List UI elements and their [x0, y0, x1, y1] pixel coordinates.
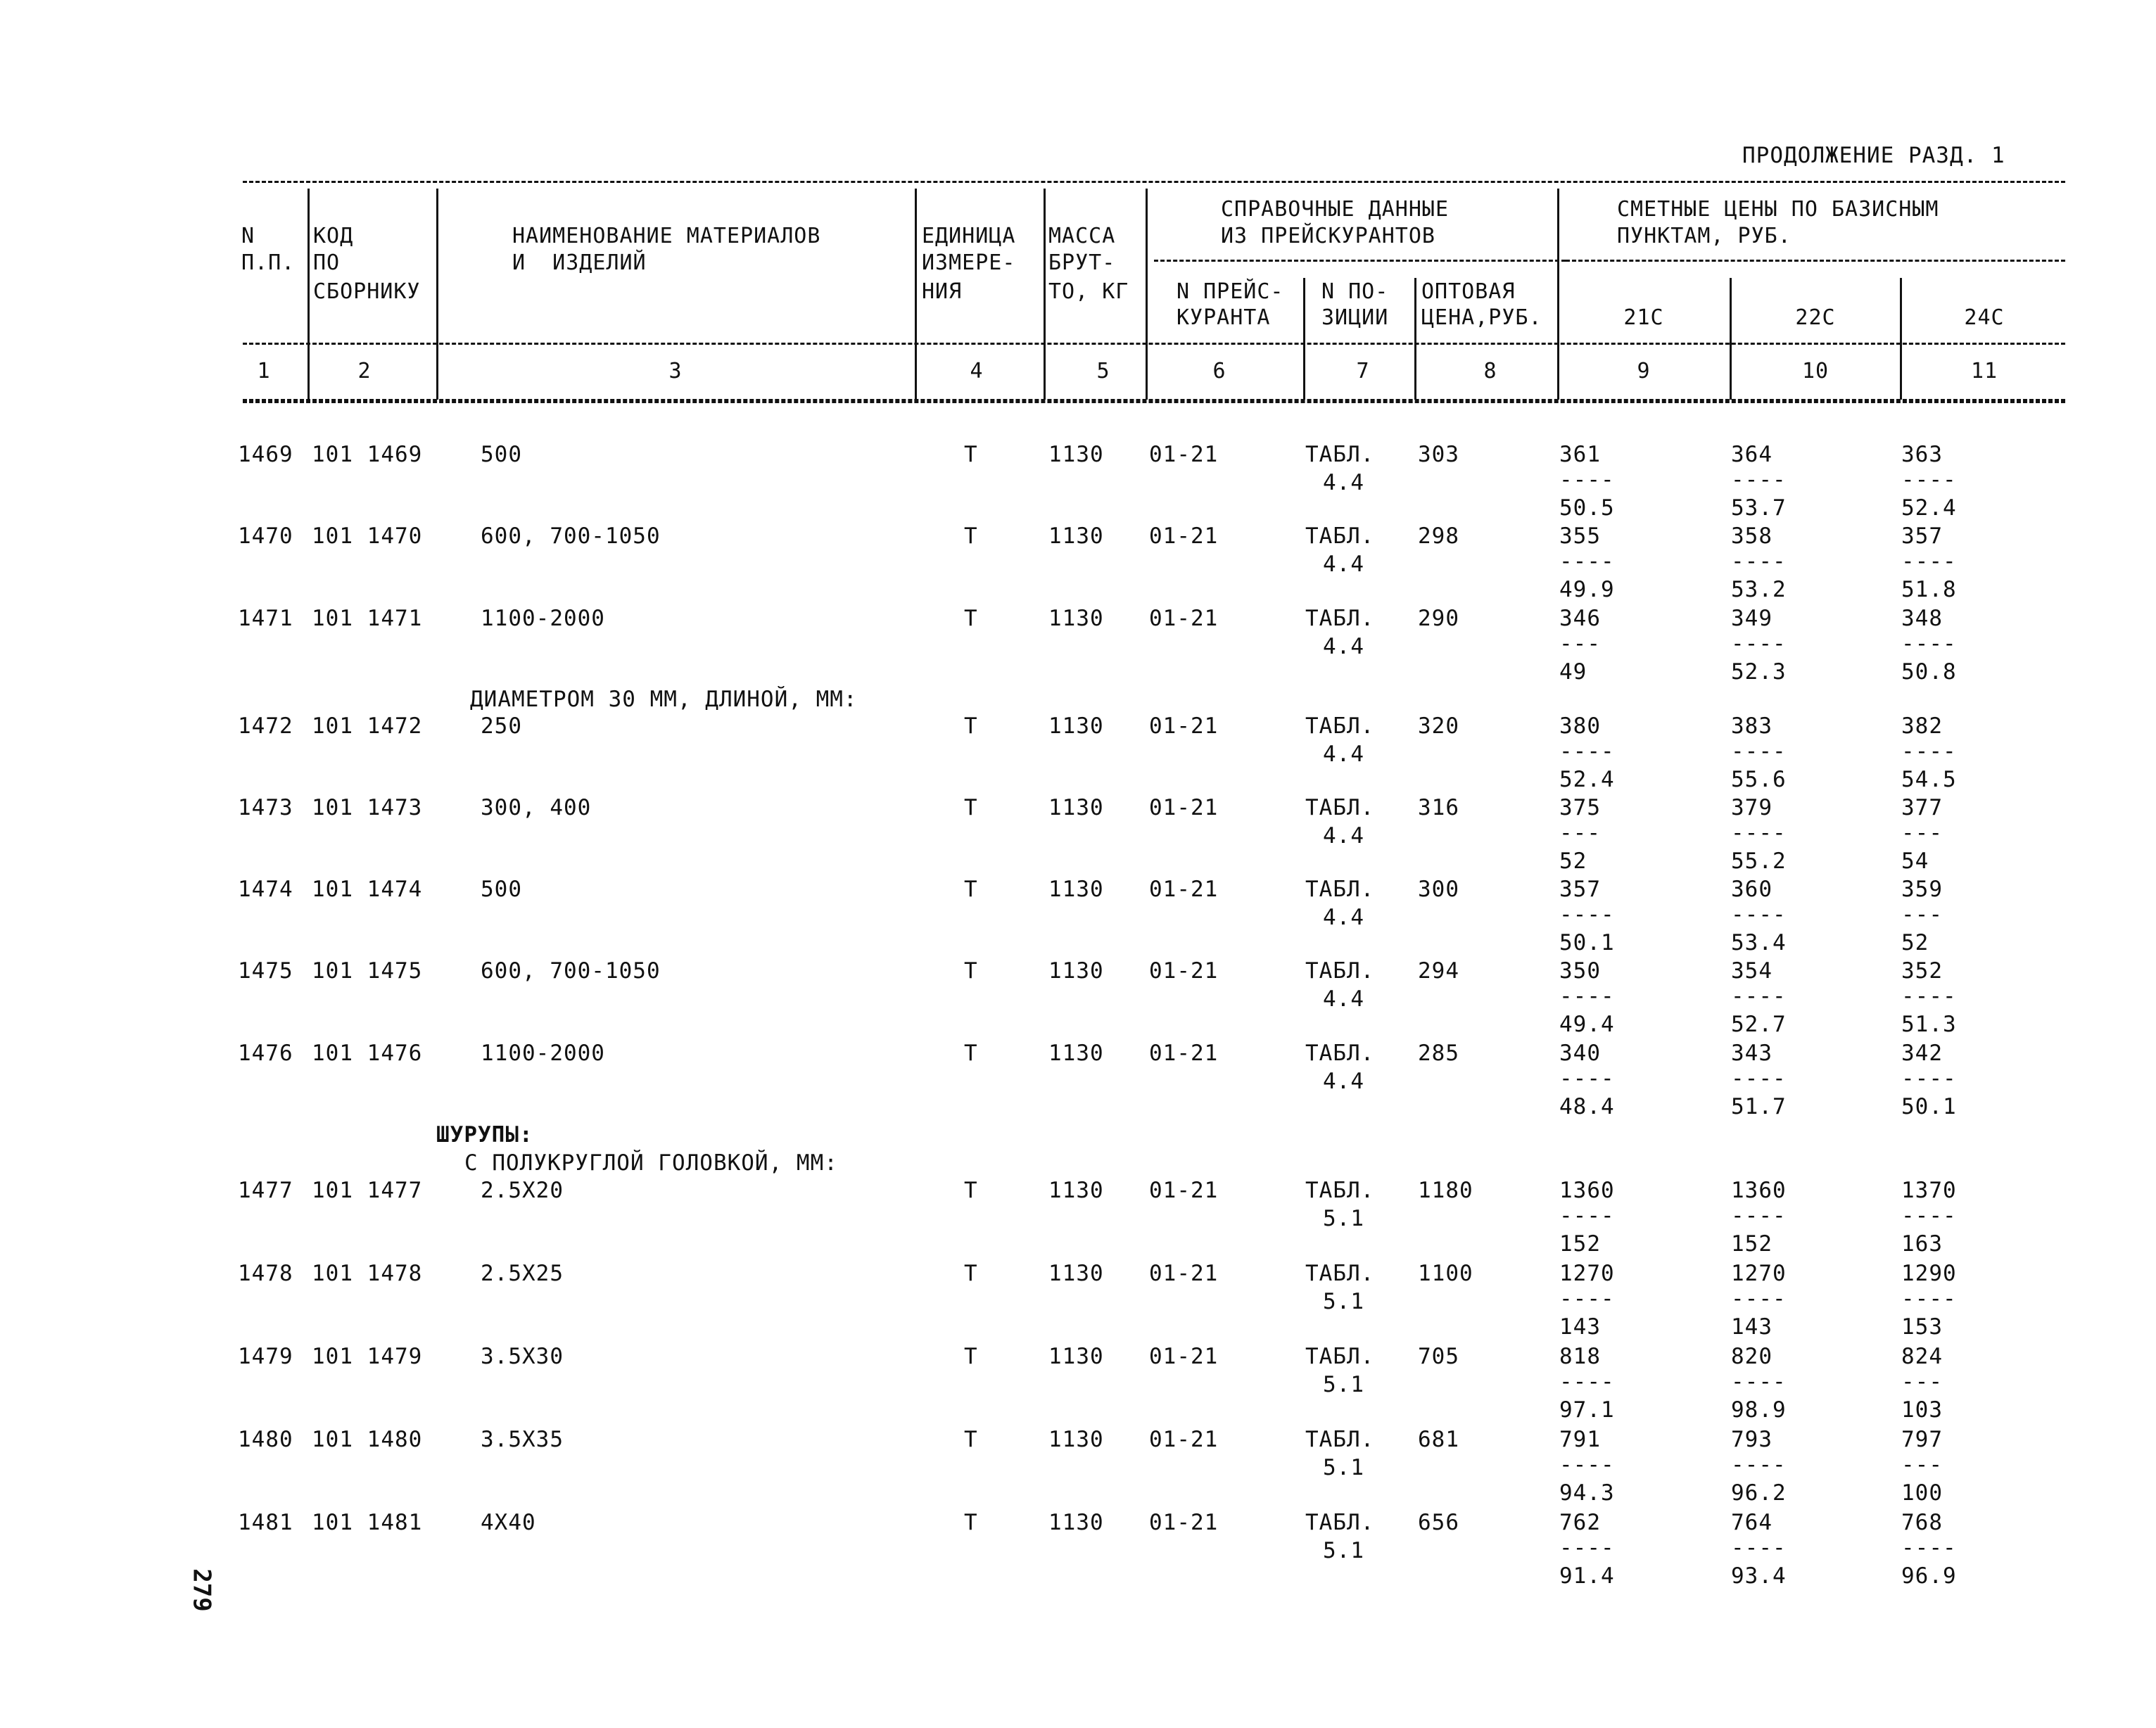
row-unit: Т — [964, 1041, 978, 1066]
row-c11: 342 — [1901, 1041, 1943, 1066]
row-c10-lower: 98.9 — [1731, 1397, 1787, 1423]
row-n: 1479 — [238, 1344, 293, 1369]
row-c9-divider: ---- — [1559, 1369, 1615, 1395]
header-col8-line2: ЦЕНА,РУБ. — [1421, 305, 1542, 330]
row-c11-divider: ---- — [1901, 739, 1957, 764]
row-pos2: 4.4 — [1323, 1069, 1364, 1094]
row-c11: 363 — [1901, 442, 1943, 467]
page-title: ПРОДОЛЖЕНИЕ РАЗД. 1 — [1742, 143, 2005, 168]
row-c11-divider: --- — [1901, 902, 1943, 927]
row-price: 320 — [1418, 713, 1459, 739]
row-c9-lower: 50.1 — [1559, 930, 1615, 955]
row-c10-divider: ---- — [1731, 1066, 1787, 1091]
row-c9: 375 — [1559, 795, 1601, 820]
row-c9-lower: 49 — [1559, 659, 1587, 685]
row-c11: 824 — [1901, 1344, 1943, 1369]
row-pos2: 5.1 — [1323, 1455, 1364, 1480]
row-c10-lower: 53.4 — [1731, 930, 1787, 955]
row-code: 101 1476 — [312, 1041, 423, 1066]
row-pk: 01-21 — [1149, 523, 1219, 549]
header-col4-line1: ЕДИНИЦА — [922, 224, 1016, 248]
row-code: 101 1470 — [312, 523, 423, 549]
row-pos1: ТАБЛ. — [1305, 1261, 1375, 1286]
col-sep — [1414, 278, 1416, 400]
row-c10: 383 — [1731, 713, 1773, 739]
col-number: 2 — [357, 359, 372, 383]
header-col4-line3: НИЯ — [922, 279, 963, 304]
row-unit: Т — [964, 877, 978, 902]
col-sep — [307, 189, 310, 400]
row-c9-divider: ---- — [1559, 1203, 1615, 1228]
row-c9-lower: 50.5 — [1559, 495, 1615, 521]
row-code: 101 1477 — [312, 1178, 423, 1203]
header-col5-line1: МАССА — [1048, 224, 1116, 248]
row-c11-divider: ---- — [1901, 1066, 1957, 1091]
row-c10: 358 — [1731, 523, 1773, 549]
row-pos2: 4.4 — [1323, 552, 1364, 577]
row-c10-lower: 53.7 — [1731, 495, 1787, 521]
row-code: 101 1480 — [312, 1427, 423, 1452]
row-c11-lower: 50.8 — [1901, 659, 1957, 685]
row-c11: 797 — [1901, 1427, 1943, 1452]
row-code: 101 1479 — [312, 1344, 423, 1369]
col-sep — [1730, 278, 1732, 400]
header-col3-line1: НАИМЕНОВАНИЕ МАТЕРИАЛОВ — [512, 224, 821, 248]
row-c11: 1290 — [1901, 1261, 1957, 1286]
col-sep — [915, 189, 917, 400]
row-c10-lower: 53.2 — [1731, 577, 1787, 602]
row-n: 1471 — [238, 606, 293, 631]
row-c10: 354 — [1731, 958, 1773, 984]
row-unit: Т — [964, 1261, 978, 1286]
row-unit: Т — [964, 795, 978, 820]
row-c11-divider: ---- — [1901, 984, 1957, 1009]
row-pos2: 4.4 — [1323, 742, 1364, 767]
row-pos1: ТАБЛ. — [1305, 795, 1375, 820]
row-pos2: 4.4 — [1323, 986, 1364, 1012]
row-c9: 818 — [1559, 1344, 1601, 1369]
row-c9: 1360 — [1559, 1178, 1615, 1203]
row-pos1: ТАБЛ. — [1305, 442, 1375, 467]
row-c9-lower: 48.4 — [1559, 1094, 1615, 1119]
col-number: 7 — [1356, 359, 1370, 383]
row-n: 1478 — [238, 1261, 293, 1286]
row-pk: 01-21 — [1149, 713, 1219, 739]
row-c9: 357 — [1559, 877, 1601, 902]
row-pk: 01-21 — [1149, 1261, 1219, 1286]
row-price: 285 — [1418, 1041, 1459, 1066]
row-name: 500 — [481, 877, 522, 902]
row-c11-lower: 163 — [1901, 1231, 1943, 1257]
row-name: 2.5Х25 — [481, 1261, 564, 1286]
row-c9-lower: 97.1 — [1559, 1397, 1615, 1423]
row-unit: Т — [964, 442, 978, 467]
row-pos2: 4.4 — [1323, 823, 1364, 849]
row-c10: 379 — [1731, 795, 1773, 820]
row-price: 681 — [1418, 1427, 1459, 1452]
row-c10-lower: 51.7 — [1731, 1094, 1787, 1119]
header-prices-group-line2: ПУНКТАМ, РУБ. — [1617, 224, 1792, 248]
row-c10-divider: ---- — [1731, 820, 1787, 846]
row-pk: 01-21 — [1149, 1041, 1219, 1066]
col-number: 6 — [1212, 359, 1226, 383]
row-c11-divider: --- — [1901, 820, 1943, 846]
row-pos1: ТАБЛ. — [1305, 1510, 1375, 1535]
row-c11-lower: 54.5 — [1901, 767, 1957, 792]
row-mass: 1130 — [1048, 606, 1104, 631]
row-unit: Т — [964, 606, 978, 631]
row-mass: 1130 — [1048, 1344, 1104, 1369]
row-n: 1470 — [238, 523, 293, 549]
row-c10-divider: ---- — [1731, 1535, 1787, 1561]
row-n: 1481 — [238, 1510, 293, 1535]
row-c11-lower: 96.9 — [1901, 1563, 1957, 1589]
row-c10: 793 — [1731, 1427, 1773, 1452]
header-ref-group-line1: СПРАВОЧНЫЕ ДАННЫЕ — [1221, 197, 1450, 222]
header-prices-group-line1: СМЕТНЫЕ ЦЕНЫ ПО БАЗИСНЫМ — [1617, 197, 1939, 222]
row-pos1: ТАБЛ. — [1305, 1041, 1375, 1066]
row-name: 1100-2000 — [481, 606, 605, 631]
row-c9: 380 — [1559, 713, 1601, 739]
row-c9: 361 — [1559, 442, 1601, 467]
row-price: 656 — [1418, 1510, 1459, 1535]
row-c11-lower: 50.1 — [1901, 1094, 1957, 1119]
row-c9: 346 — [1559, 606, 1601, 631]
row-code: 101 1474 — [312, 877, 423, 902]
row-pos2: 5.1 — [1323, 1289, 1364, 1314]
row-mass: 1130 — [1048, 958, 1104, 984]
row-pk: 01-21 — [1149, 606, 1219, 631]
row-unit: Т — [964, 713, 978, 739]
row-c11-divider: --- — [1901, 1369, 1943, 1395]
row-c11: 359 — [1901, 877, 1943, 902]
row-c11-lower: 100 — [1901, 1480, 1943, 1506]
row-c10-divider: ---- — [1731, 902, 1787, 927]
row-pos1: ТАБЛ. — [1305, 1427, 1375, 1452]
col-number: 9 — [1637, 359, 1651, 383]
row-c11-divider: ---- — [1901, 549, 1957, 574]
row-code: 101 1478 — [312, 1261, 423, 1286]
row-pos2: 4.4 — [1323, 905, 1364, 930]
row-pk: 01-21 — [1149, 1427, 1219, 1452]
row-c11-lower: 52 — [1901, 930, 1929, 955]
row-pos1: ТАБЛ. — [1305, 877, 1375, 902]
row-name: 2.5Х20 — [481, 1178, 564, 1203]
row-c9-divider: ---- — [1559, 1066, 1615, 1091]
col-number: 10 — [1801, 359, 1830, 383]
row-pos1: ТАБЛ. — [1305, 523, 1375, 549]
row-c11: 1370 — [1901, 1178, 1957, 1203]
row-name: 300, 400 — [481, 795, 592, 820]
row-price: 290 — [1418, 606, 1459, 631]
header-col5-line3: ТО, КГ — [1048, 279, 1129, 304]
row-c9-lower: 52.4 — [1559, 767, 1615, 792]
row-name: 3.5Х30 — [481, 1344, 564, 1369]
row-c10-divider: ---- — [1731, 631, 1787, 656]
row-c9-divider: --- — [1559, 820, 1601, 846]
header-mid-rule — [243, 343, 2065, 345]
row-code: 101 1475 — [312, 958, 423, 984]
row-pos1: ТАБЛ. — [1305, 958, 1375, 984]
row-c10: 343 — [1731, 1041, 1773, 1066]
row-n: 1477 — [238, 1178, 293, 1203]
group-ref-rule — [1154, 260, 1566, 262]
row-c9-divider: ---- — [1559, 467, 1615, 493]
row-name: 1100-2000 — [481, 1041, 605, 1066]
row-c10-lower: 55.2 — [1731, 849, 1787, 874]
row-name: 500 — [481, 442, 522, 467]
row-c9-divider: ---- — [1559, 1286, 1615, 1311]
row-price: 298 — [1418, 523, 1459, 549]
row-c11-lower: 52.4 — [1901, 495, 1957, 521]
row-c11-divider: ---- — [1901, 631, 1957, 656]
row-c11-divider: ---- — [1901, 1203, 1957, 1228]
row-code: 101 1481 — [312, 1510, 423, 1535]
row-pos2: 4.4 — [1323, 470, 1364, 495]
row-c11-lower: 54 — [1901, 849, 1929, 874]
row-c9: 762 — [1559, 1510, 1601, 1535]
col-number: 3 — [668, 359, 683, 383]
row-name: 600, 700-1050 — [481, 958, 661, 984]
col-sep — [1303, 278, 1305, 400]
row-c11-lower: 153 — [1901, 1314, 1943, 1340]
col-sep — [1557, 189, 1559, 400]
row-pk: 01-21 — [1149, 958, 1219, 984]
row-code: 101 1472 — [312, 713, 423, 739]
header-col6-line1: N ПРЕЙС- — [1177, 279, 1284, 304]
row-c11: 768 — [1901, 1510, 1943, 1535]
row-code: 101 1473 — [312, 795, 423, 820]
row-n: 1475 — [238, 958, 293, 984]
row-c9: 350 — [1559, 958, 1601, 984]
row-c11-divider: ---- — [1901, 467, 1957, 493]
col-number: 11 — [1970, 359, 1998, 383]
row-c9-divider: ---- — [1559, 549, 1615, 574]
row-c10-divider: ---- — [1731, 1286, 1787, 1311]
row-c11-lower: 103 — [1901, 1397, 1943, 1423]
row-c10-divider: ---- — [1731, 1452, 1787, 1478]
row-c10-lower: 143 — [1731, 1314, 1773, 1340]
row-c10-divider: ---- — [1731, 467, 1787, 493]
row-mass: 1130 — [1048, 1427, 1104, 1452]
row-pos2: 5.1 — [1323, 1538, 1364, 1563]
row-name: 3.5Х35 — [481, 1427, 564, 1452]
col-number: 5 — [1096, 359, 1110, 383]
row-name: 600, 700-1050 — [481, 523, 661, 549]
row-price: 316 — [1418, 795, 1459, 820]
row-c10-lower: 152 — [1731, 1231, 1773, 1257]
row-c9-divider: ---- — [1559, 739, 1615, 764]
row-c11-lower: 51.8 — [1901, 577, 1957, 602]
row-c10-divider: ---- — [1731, 984, 1787, 1009]
header-col6-line2: КУРАНТА — [1177, 305, 1271, 330]
row-c9-lower: 52 — [1559, 849, 1587, 874]
row-mass: 1130 — [1048, 1041, 1104, 1066]
row-pos2: 5.1 — [1323, 1372, 1364, 1397]
row-c10-divider: ---- — [1731, 739, 1787, 764]
header-col7-line2: ЗИЦИИ — [1321, 305, 1389, 330]
row-price: 705 — [1418, 1344, 1459, 1369]
row-price: 300 — [1418, 877, 1459, 902]
row-c11-divider: ---- — [1901, 1535, 1957, 1561]
row-c10: 360 — [1731, 877, 1773, 902]
row-c11: 377 — [1901, 795, 1943, 820]
row-unit: Т — [964, 1510, 978, 1535]
row-price: 1180 — [1418, 1178, 1473, 1203]
row-n: 1480 — [238, 1427, 293, 1452]
row-unit: Т — [964, 1344, 978, 1369]
row-pk: 01-21 — [1149, 1178, 1219, 1203]
header-col10: 22С — [1795, 305, 1836, 330]
row-pos2: 4.4 — [1323, 634, 1364, 659]
section-diameter-30: ДИАМЕТРОМ 30 ММ, ДЛИНОЙ, ММ: — [470, 687, 858, 712]
row-c11: 382 — [1901, 713, 1943, 739]
row-c10-lower: 96.2 — [1731, 1480, 1787, 1506]
row-c11: 352 — [1901, 958, 1943, 984]
row-mass: 1130 — [1048, 877, 1104, 902]
header-col5-line2: БРУТ- — [1048, 250, 1116, 275]
row-unit: Т — [964, 523, 978, 549]
row-c9: 355 — [1559, 523, 1601, 549]
row-pk: 01-21 — [1149, 795, 1219, 820]
row-c9-lower: 94.3 — [1559, 1480, 1615, 1506]
row-c10: 1270 — [1731, 1261, 1787, 1286]
row-c9-divider: ---- — [1559, 1452, 1615, 1478]
row-mass: 1130 — [1048, 523, 1104, 549]
col-sep — [1900, 278, 1902, 400]
row-c10: 1360 — [1731, 1178, 1787, 1203]
header-col2-line2: ПО — [313, 250, 341, 275]
row-c9: 791 — [1559, 1427, 1601, 1452]
row-c9-lower: 49.4 — [1559, 1012, 1615, 1037]
header-col8-line1: ОПТОВАЯ — [1421, 279, 1516, 304]
row-unit: Т — [964, 1427, 978, 1452]
row-pos1: ТАБЛ. — [1305, 606, 1375, 631]
header-end-rule — [243, 401, 2065, 403]
header-col1-line1: N — [241, 224, 255, 248]
header-col9: 21С — [1623, 305, 1664, 330]
row-c9-divider: ---- — [1559, 984, 1615, 1009]
row-price: 1100 — [1418, 1261, 1473, 1286]
page-number: 279 — [187, 1568, 216, 1612]
row-pk: 01-21 — [1149, 1344, 1219, 1369]
header-col11: 24С — [1964, 305, 2005, 330]
row-mass: 1130 — [1048, 1510, 1104, 1535]
row-c10-divider: ---- — [1731, 1369, 1787, 1395]
header-col3-line2: И ИЗДЕЛИЙ — [512, 250, 647, 275]
header-col7-line1: N ПО- — [1321, 279, 1389, 304]
row-c11-divider: --- — [1901, 1452, 1943, 1478]
row-c11: 348 — [1901, 606, 1943, 631]
row-mass: 1130 — [1048, 795, 1104, 820]
section-screws-sub: С ПОЛУКРУГЛОЙ ГОЛОВКОЙ, ММ: — [464, 1150, 838, 1176]
row-name: 250 — [481, 713, 522, 739]
row-n: 1469 — [238, 442, 293, 467]
row-pk: 01-21 — [1149, 442, 1219, 467]
row-pk: 01-21 — [1149, 877, 1219, 902]
row-c10: 764 — [1731, 1510, 1773, 1535]
row-mass: 1130 — [1048, 1261, 1104, 1286]
row-c10: 349 — [1731, 606, 1773, 631]
row-c10-lower: 52.7 — [1731, 1012, 1787, 1037]
header-ref-group-line2: ИЗ ПРЕЙСКУРАНТОВ — [1221, 224, 1435, 248]
row-c9-divider: ---- — [1559, 902, 1615, 927]
row-unit: Т — [964, 1178, 978, 1203]
col-sep — [436, 189, 438, 400]
row-c10: 364 — [1731, 442, 1773, 467]
row-c10-lower: 52.3 — [1731, 659, 1787, 685]
row-c11-lower: 51.3 — [1901, 1012, 1957, 1037]
row-mass: 1130 — [1048, 713, 1104, 739]
row-price: 303 — [1418, 442, 1459, 467]
row-mass: 1130 — [1048, 1178, 1104, 1203]
row-price: 294 — [1418, 958, 1459, 984]
header-top-rule — [243, 181, 2065, 183]
row-c10: 820 — [1731, 1344, 1773, 1369]
row-pos1: ТАБЛ. — [1305, 1178, 1375, 1203]
row-n: 1473 — [238, 795, 293, 820]
row-pos2: 5.1 — [1323, 1206, 1364, 1231]
row-c9-lower: 143 — [1559, 1314, 1601, 1340]
group-prices-rule — [1566, 260, 2065, 262]
row-unit: Т — [964, 958, 978, 984]
row-pos1: ТАБЛ. — [1305, 1344, 1375, 1369]
row-pk: 01-21 — [1149, 1510, 1219, 1535]
row-name: 4Х40 — [481, 1510, 536, 1535]
row-c11: 357 — [1901, 523, 1943, 549]
row-n: 1472 — [238, 713, 293, 739]
row-code: 101 1471 — [312, 606, 423, 631]
row-c9-divider: ---- — [1559, 1535, 1615, 1561]
row-c11-divider: ---- — [1901, 1286, 1957, 1311]
row-c10-divider: ---- — [1731, 549, 1787, 574]
row-c9-lower: 152 — [1559, 1231, 1601, 1257]
col-number: 1 — [257, 359, 271, 383]
row-c9-lower: 49.9 — [1559, 577, 1615, 602]
col-sep — [1044, 189, 1046, 400]
row-c10-lower: 93.4 — [1731, 1563, 1787, 1589]
header-col1-line2: П.П. — [241, 250, 296, 275]
header-col4-line2: ИЗМЕРЕ- — [922, 250, 1016, 275]
col-number: 4 — [970, 359, 984, 383]
header-col2-line1: КОД — [313, 224, 354, 248]
header-col2-line3: СБОРНИКУ — [313, 279, 421, 304]
row-c10-lower: 55.6 — [1731, 767, 1787, 792]
row-n: 1474 — [238, 877, 293, 902]
row-c9-divider: --- — [1559, 631, 1601, 656]
row-c10-divider: ---- — [1731, 1203, 1787, 1228]
row-c9: 1270 — [1559, 1261, 1615, 1286]
col-sep — [1146, 189, 1148, 400]
row-n: 1476 — [238, 1041, 293, 1066]
col-number: 8 — [1483, 359, 1497, 383]
row-code: 101 1469 — [312, 442, 423, 467]
row-c9-lower: 91.4 — [1559, 1563, 1615, 1589]
row-mass: 1130 — [1048, 442, 1104, 467]
row-c9: 340 — [1559, 1041, 1601, 1066]
row-pos1: ТАБЛ. — [1305, 713, 1375, 739]
section-screws: ШУРУПЫ: — [436, 1122, 533, 1148]
